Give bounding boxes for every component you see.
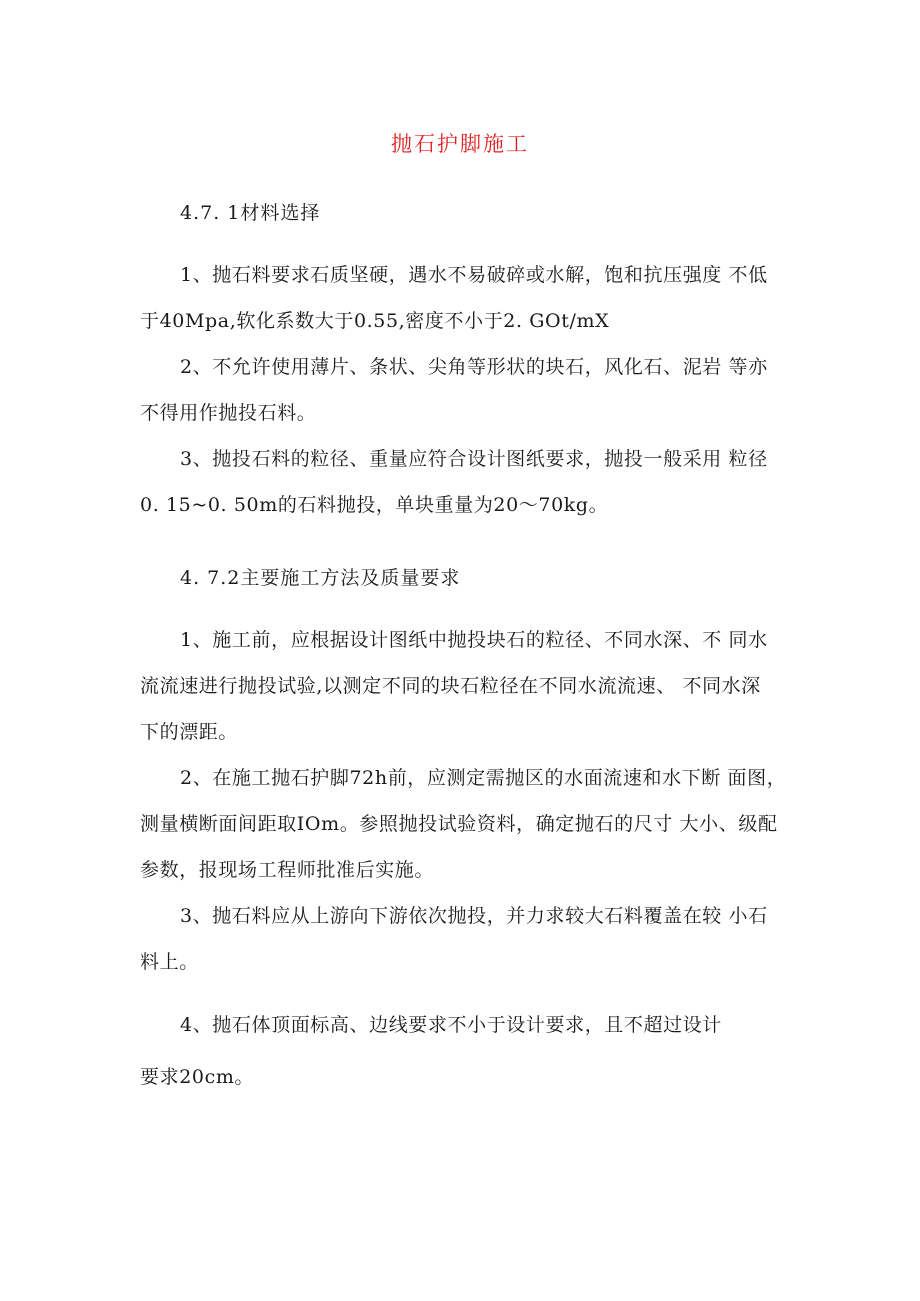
paragraph-line: 要求20cm。 xyxy=(140,1066,255,1088)
paragraph-item-1-3 xyxy=(140,436,790,528)
paragraph-line: 参数，报现场工程师批准后实施。 xyxy=(140,859,435,881)
paragraph-line: 下的漂距。 xyxy=(140,721,239,743)
paragraph-line: 2、不允许使用薄片、条状、尖角等形状的块石，风化石、泥岩 等亦 xyxy=(180,356,768,378)
paragraph-line: 不得用作抛投石料。 xyxy=(140,402,317,424)
paragraph-item-1-1 xyxy=(140,252,790,344)
paragraph-item-2-3 xyxy=(140,893,790,985)
paragraph-line: 流流速进行抛投试验,以测定不同的块石粒径在不同水流流速、 不同水深 xyxy=(140,675,761,697)
document-title: 抛石护脚施工 xyxy=(391,132,529,156)
paragraph-line: 于40Mpa,软化系数大于0.55,密度不小于2. GOt/mX xyxy=(140,310,610,332)
paragraph-line: 4、抛石体顶面标高、边线要求不小于设计要求，且不超过设计 xyxy=(180,1014,722,1036)
paragraph-line: 0. 15~0. 50m的石料抛投，单块重量为20～70kg。 xyxy=(140,494,609,516)
paragraph-line: 测量横断面间距取IOm。参照抛投试验资料，确定抛石的尺寸 大小、级配 xyxy=(140,813,778,835)
paragraph-item-1-2 xyxy=(140,344,790,436)
paragraph-line: 1、抛石料要求石质坚硬，遇水不易破碎或水解，饱和抗压强度 不低 xyxy=(180,264,768,286)
section-heading-construction-methods: 4. 7.2主要施工方法及质量要求 xyxy=(180,567,461,589)
paragraph-line: 1、施工前，应根据设计图纸中抛投块石的粒径、不同水深、不 同水 xyxy=(180,629,768,651)
section-heading-material-selection: 4.7. 1材料选择 xyxy=(180,202,321,224)
paragraph-line: 3、抛石料应从上游向下游依次抛投，并力求较大石料覆盖在较 小石 xyxy=(180,905,768,927)
paragraph-line: 3、抛投石料的粒径、重量应符合设计图纸要求，抛投一般采用 粒径 xyxy=(180,448,768,470)
paragraph-item-2-2 xyxy=(140,755,790,893)
paragraph-item-2-1 xyxy=(140,617,790,755)
paragraph-item-2-4 xyxy=(140,996,790,1100)
paragraph-line: 料上。 xyxy=(140,951,199,973)
paragraph-line: 2、在施工抛石护脚72h前，应测定需抛区的水面流速和水下断 面图， xyxy=(180,767,787,789)
